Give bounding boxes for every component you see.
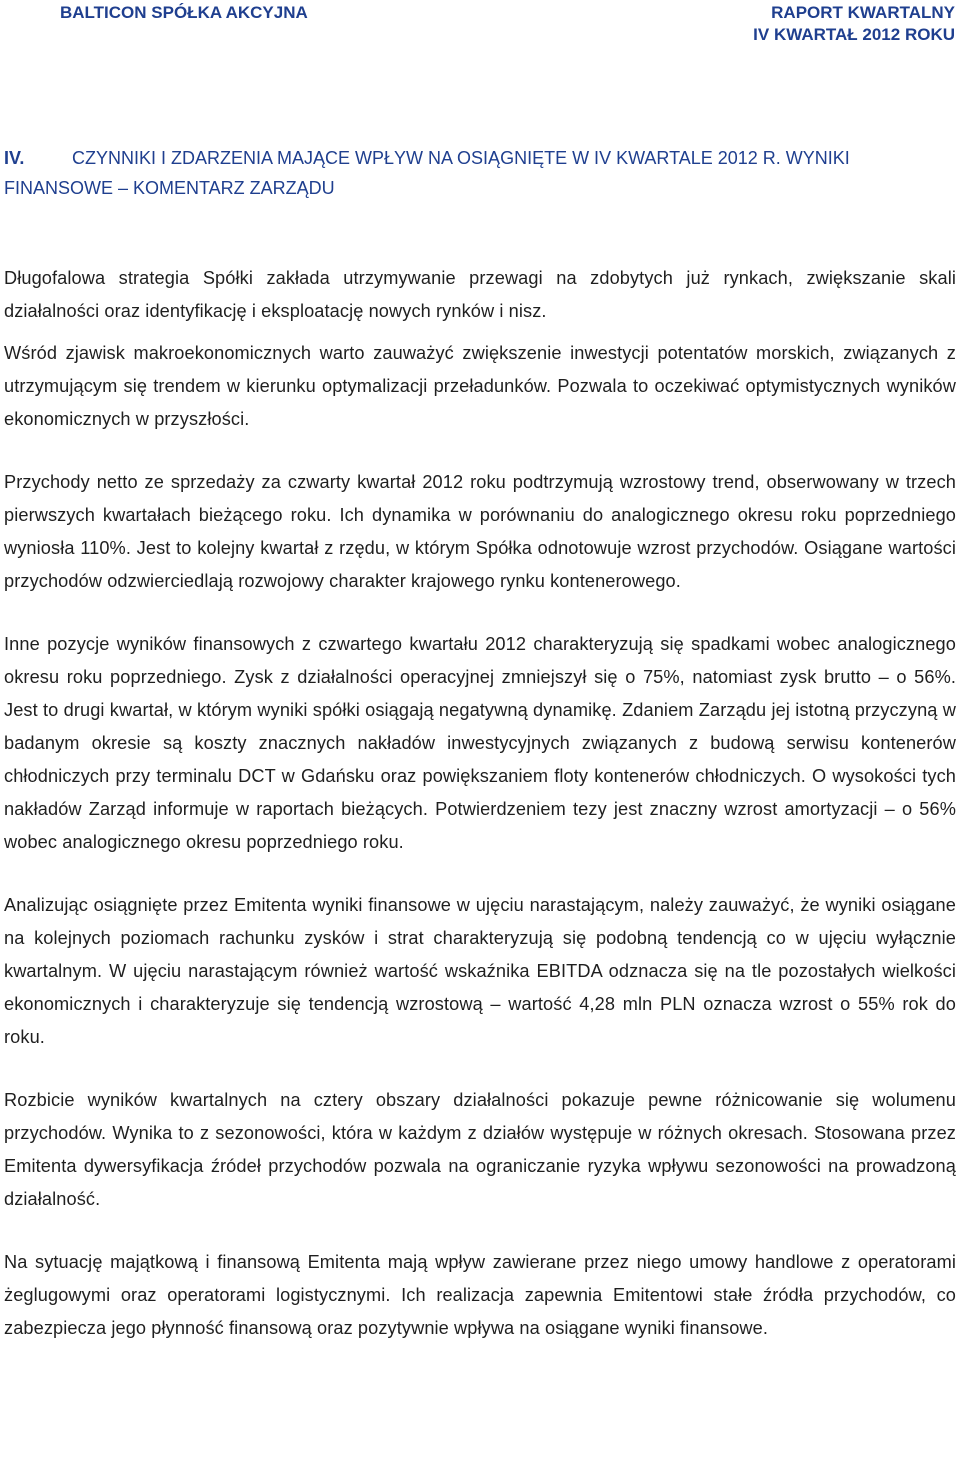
report-info [753,2,955,46]
section-heading [4,143,956,203]
company-name: BALTICON SPÓŁKA AKCYJNA [60,3,308,22]
section-title: CZYNNIKI I ZDARZENIA MAJĄCE WPŁYW NA OSIĄGNIĘTE W IV KWARTALE 2012 R. WYNIKI FINANSOWE – KOMENTARZ ZARZĄDU [4,148,850,198]
paragraph-financial-results: Inne pozycje wyników finansowych z czwartego kwartału 2012 charakteryzują się spadkami wobec analogicznego okresu roku poprzedniego. Zysk z działalności operacyjnej zmniejszył się o 75%, natomiast zysk brutto – o 56%. Jest to drugi kwartał, w którym wyniki spółki osiągają negatywną dynamikę. Zdaniem Zarządu jej istotną przyczyną w badanym okresie są koszty znacznych nakładów inwestycyjnych związanych z budową serwisu kontenerów chłodniczych przy terminalu DCT w Gdańsku oraz powiększaniem floty kontenerów chłodniczych. O wysokości tych nakładów Zarząd informuje w raportach bieżących. Potwierdzeniem tezy jest znaczny wzrost amortyzacji – o 56% wobec analogicznego okresu poprzedniego roku. [4,634,956,852]
paragraph-revenue: Przychody netto ze sprzedaży za czwarty kwartał 2012 roku podtrzymują wzrostowy trend, obserwowany w trzech pierwszych kwartałach bieżącego roku. Ich dynamika w porównaniu do analogicznego okresu roku poprzedniego wyniosła 110%. Jest to kolejny kwartał z rzędu, w którym Spółka odnotowuje wzrost przychodów. Osiągane wartości przychodów odzwierciedlają rozwojowy charakter krajowego rynku kontenerowego. [4,472,956,591]
report-body [4,262,956,1345]
paragraph-strategy: Długofalowa strategia Spółki zakłada utrzymywanie przewagi na zdobytych już rynkach, zwiększanie skali działalności oraz identyfikację i eksploatację nowych rynków i nisz. [4,268,956,321]
report-period: IV KWARTAŁ 2012 ROKU [753,25,955,44]
paragraph-cumulative-results: Analizując osiągnięte przez Emitenta wyniki finansowe w ujęciu narastającym, należy zauważyć, że wyniki osiągane na kolejnych poziomach rachunku zysków i strat charakteryzują się podobną tendencją co w ujęciu wyłącznie kwartalnym. W ujęciu narastającym również wartość wskaźnika EBITDA odznacza się na tle pozostałych wielkości ekonomicznych i charakteryzuje się tendencją wzrostową – wartość 4,28 mln PLN oznacza wzrost o 55% rok do roku. [4,895,956,1047]
paragraph-contracts: Na sytuację majątkową i finansową Emitenta mają wpływ zawierane przez niego umowy handlowe z operatorami żeglugowymi oraz operatorami logistycznymi. Ich realizacja zapewnia Emitentowi stałe źródła przychodów, co zabezpiecza jego płynność finansową oraz pozytywnie wpływa na osiągane wyniki finansowe. [4,1252,956,1338]
report-type: RAPORT KWARTALNY [771,3,955,22]
section-number: IV. [4,148,25,168]
page-header [0,0,960,60]
paragraph-macroeconomics: Wśród zjawisk makroekonomicznych warto zauważyć zwiększenie inwestycji potentatów morskich, związanych z utrzymującym się trendem w kierunku optymalizacji przeładunków. Pozwala to oczekiwać optymistycznych wyników ekonomicznych w przyszłości. [4,343,956,429]
paragraph-seasonality: Rozbicie wyników kwartalnych na cztery obszary działalności pokazuje pewne różnicowanie się wolumenu przychodów. Wynika to z sezonowości, która w każdym z działów występuje w różnych okresach. Stosowana przez Emitenta dywersyfikacja źródeł przychodów pozwala na ograniczanie ryzyka wpływu sezonowości na prowadzoną działalność. [4,1090,956,1209]
